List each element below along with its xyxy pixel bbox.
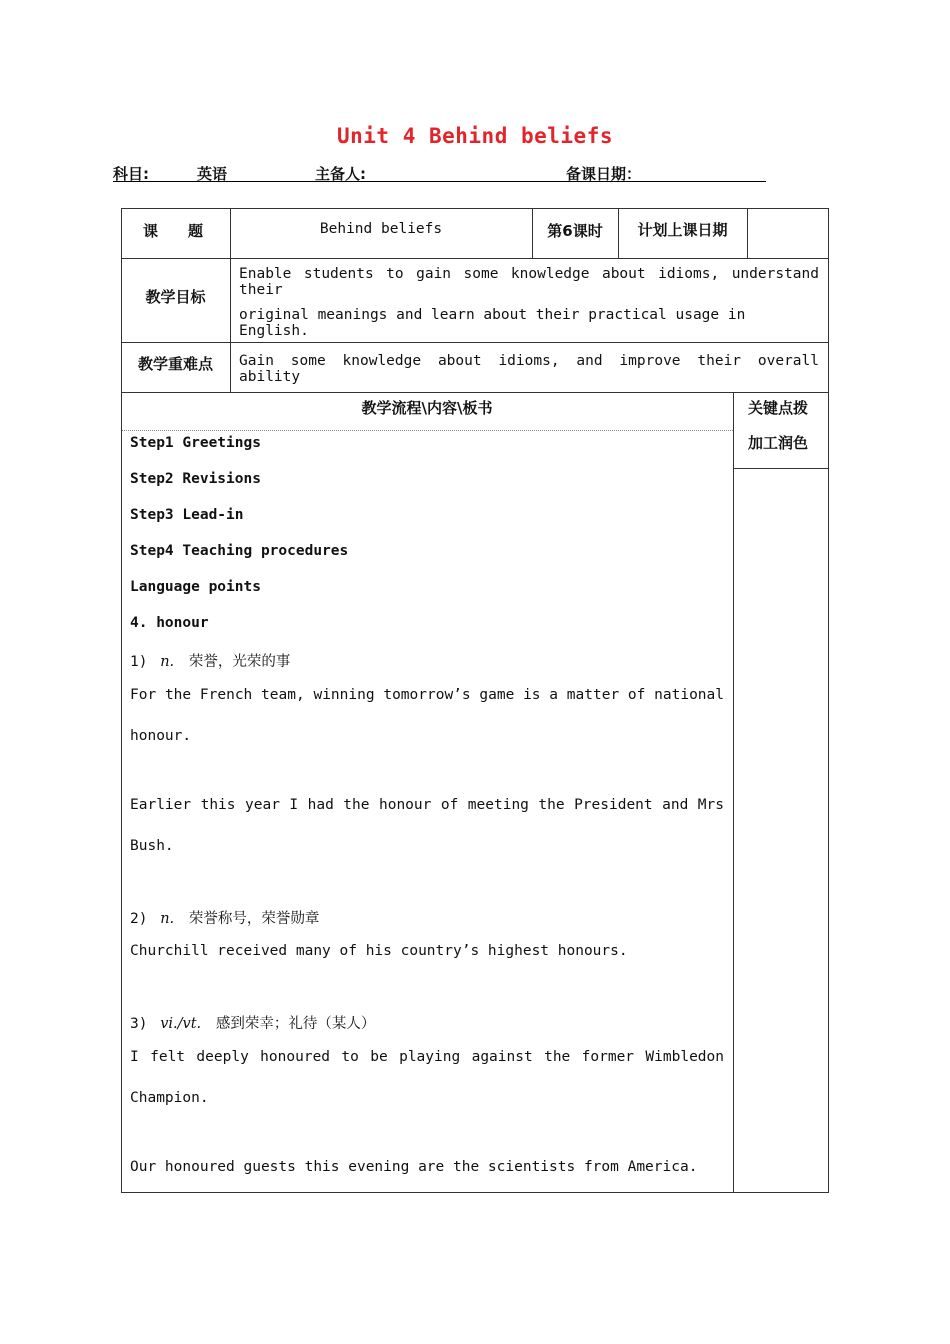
preparer-label: 主备人: (315, 165, 366, 183)
sense-2: 2) n. 荣誉称号，荣誉勋章 (130, 911, 320, 927)
keypoint-label: 教学重难点 (137, 355, 213, 373)
word-heading: 4. honour (130, 615, 209, 631)
subject-value: 英语 (197, 165, 228, 183)
step-4: Step4 Teaching procedures (130, 543, 349, 559)
example-5: Our honoured guests this evening are the scientists from America. (130, 1159, 698, 1175)
process-header: 教学流程\内容\板书 (361, 399, 493, 417)
topic-value: Behind beliefs (319, 221, 443, 237)
sense-1: 1) n. 荣誉，光荣的事 (130, 654, 291, 670)
side-header-1: 关键点拨 (748, 399, 809, 417)
example-1-line-1: For the French team, winning tomorrow’s game is a matter of national (130, 687, 724, 703)
language-points: Language points (130, 579, 261, 595)
example-4-line-1: I felt deeply honoured to be playing against the former Wimbledon (130, 1049, 724, 1065)
example-1-line-2: honour. (130, 728, 192, 744)
sense-3: 3) vi./vt. 感到荣幸；礼待（某人） (130, 1016, 376, 1032)
document-title: Unit 4 Behind beliefs (336, 124, 613, 148)
header-underline (113, 181, 766, 182)
example-2-line-2: Bush. (130, 838, 174, 854)
plan-date-label: 计划上课日期 (637, 221, 728, 239)
side-header-2: 加工润色 (748, 434, 809, 452)
period-label: 第6课时 (547, 222, 603, 240)
step-2: Step2 Revisions (130, 471, 261, 487)
topic-label: 课 题 (143, 222, 204, 240)
example-2-line-1: Earlier this year I had the honour of meeting the President and Mrs (130, 797, 724, 813)
objective-line-2: original meanings and learn about their practical usage in English. (239, 307, 746, 339)
step-1: Step1 Greetings (130, 435, 261, 451)
objective-line-1: Enable students to gain some knowledge about idioms, understand their (239, 266, 819, 298)
keypoint-value: Gain some knowledge about idioms, and improve their overall ability (239, 353, 819, 385)
subject-label: 科目: (113, 165, 149, 183)
objective-label: 教学目标 (145, 288, 206, 306)
step-3: Step3 Lead-in (130, 507, 244, 523)
date-label: 备课日期： (566, 165, 642, 183)
example-4-line-2: Champion. (130, 1090, 209, 1106)
example-3: Churchill received many of his country’s highest honours. (130, 943, 628, 959)
